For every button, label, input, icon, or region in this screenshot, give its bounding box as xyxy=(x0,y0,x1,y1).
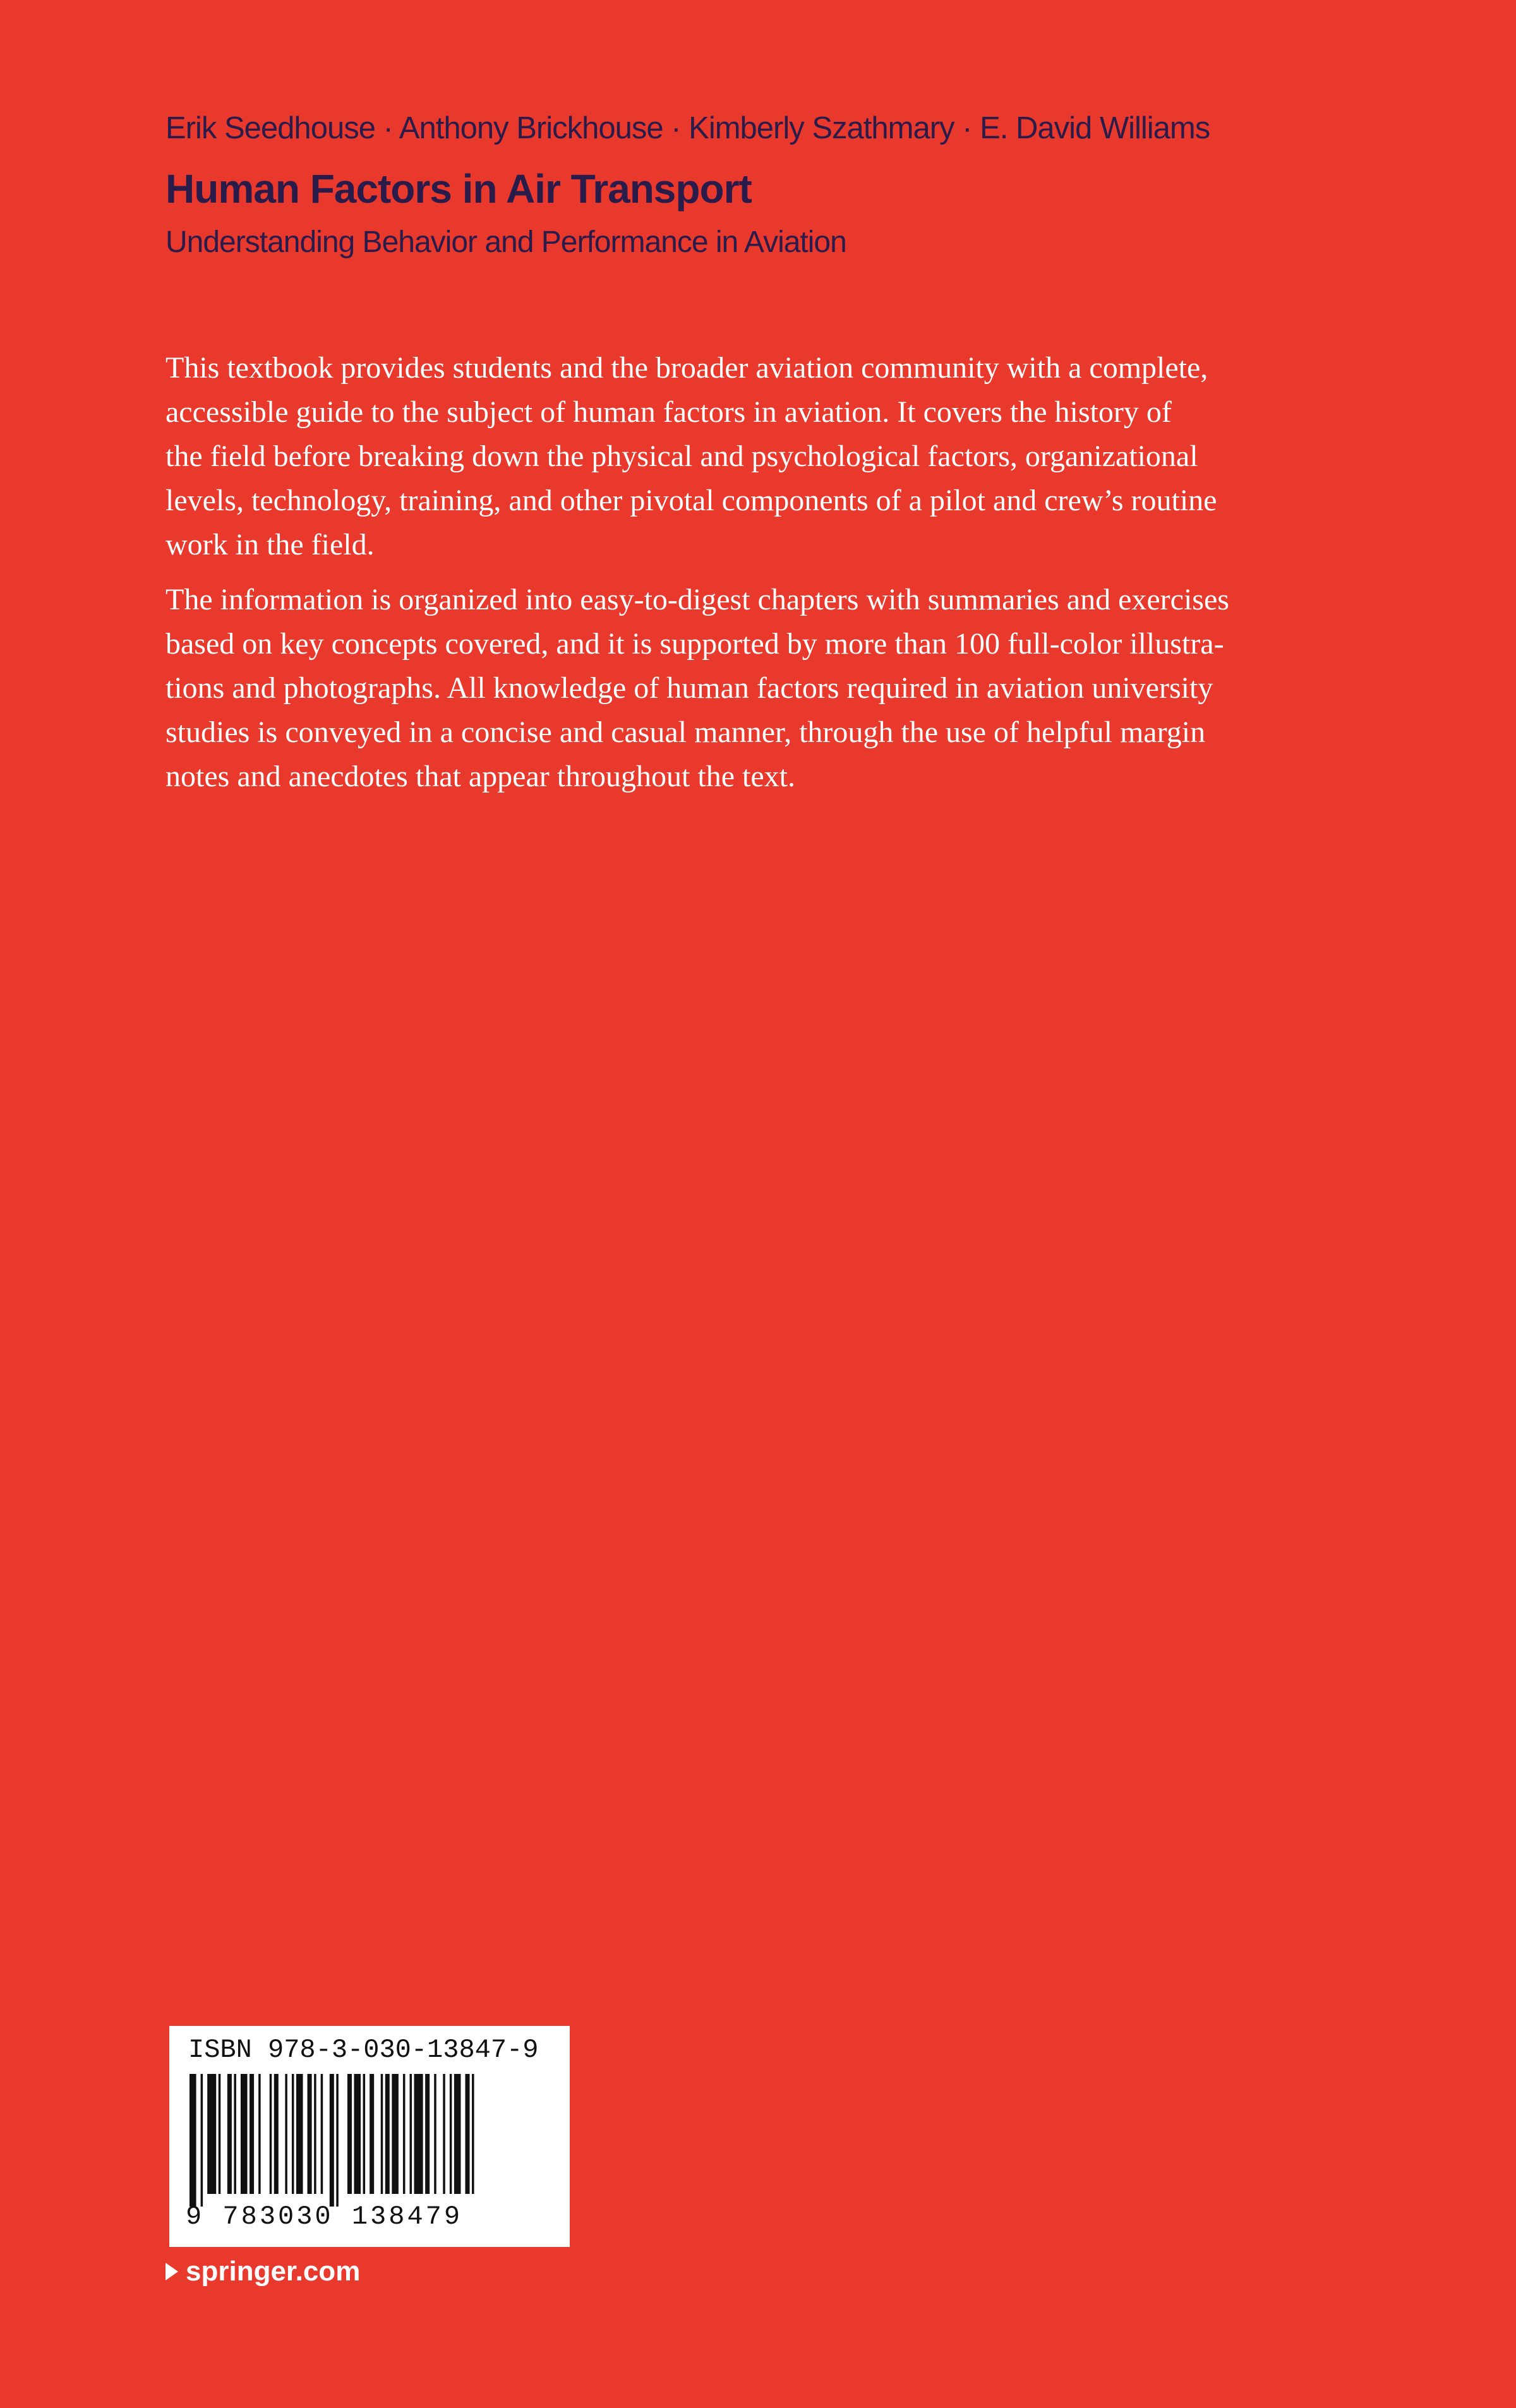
description-line: levels, technology, training, and other pivotal components of a pilot and crew’s routine xyxy=(165,484,1217,517)
description-line: This textbook provides students and the broader aviation community with a complete, xyxy=(165,351,1208,385)
publisher-link[interactable] xyxy=(165,2256,360,2287)
barcode-digits: 9 783030 138479 xyxy=(186,2201,463,2232)
isbn-label: ISBN 978-3-030-13847-9 xyxy=(188,2035,539,2065)
description-line: studies is conveyed in a concise and casual manner, through the use of helpful margin xyxy=(165,716,1206,749)
barcode-icon xyxy=(183,2074,556,2207)
description-paragraph-1 xyxy=(165,346,1372,567)
description-line: notes and anecdotes that appear throughout the text. xyxy=(165,760,796,793)
publisher-link-text: springer.com xyxy=(186,2256,361,2287)
description-line: based on key concepts covered, and it is supported by more than 100 full-color illustra- xyxy=(165,627,1224,661)
description-line: tions and photographs. All knowledge of human factors required in aviation university xyxy=(165,671,1213,705)
book-subtitle: Understanding Behavior and Performance in Aviation xyxy=(165,225,846,259)
description-line: The information is organized into easy-to-digest chapters with summaries and exercises xyxy=(165,583,1229,616)
authors-line: Erik Seedhouse · Anthony Brickhouse · Kimberly Szathmary · E. David Williams xyxy=(165,111,1210,145)
description-paragraph-2 xyxy=(165,578,1372,799)
description xyxy=(165,346,1372,810)
isbn-barcode-box xyxy=(169,2026,570,2247)
book-title: Human Factors in Air Transport xyxy=(165,166,752,212)
description-line: work in the field. xyxy=(165,528,375,561)
description-line: the field before breaking down the physical and psychological factors, organizational xyxy=(165,440,1198,473)
description-line: accessible guide to the subject of human factors in aviation. It covers the history of xyxy=(165,395,1172,429)
arrow-right-icon xyxy=(165,2263,178,2280)
